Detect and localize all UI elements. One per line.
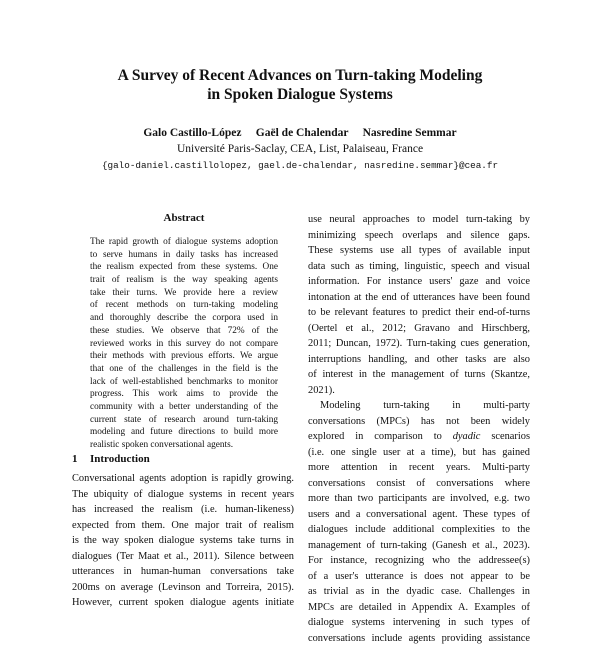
body-line: For instance, recognizing who the addressee(s) [308,553,530,569]
body-line: dialogue systems intervening in such types of [308,615,530,631]
body-line: 2021). [308,383,530,399]
abstract-line: current state of research around turn-taking [90,414,278,427]
body-line: The ubiquity of dialogue systems in recent years [72,487,294,503]
body-line: conversations consist of conversations where [308,476,530,492]
body-line: of interest in the management of turns (Skantze, [308,367,530,383]
abstract-line: reviewed works in this survey do not compare [90,338,278,351]
body-line: dialogues (Ter Maat et al., 2011). Silence between [72,549,294,565]
body-line: (Oertel et al., 2012; Gravano and Hirschberg, [308,321,530,337]
body-line: dialogues include additional complexities to the [308,522,530,538]
abstract-line: to serve humans in daily tasks has increased [90,249,278,262]
abstract-line: and thoroughly describe the corpora used in [90,312,278,325]
body-line: interruptions handling, and other tasks are also [308,352,530,368]
body-line: has increased the realism (i.e. human-likeness) [72,502,294,518]
abstract-heading: Abstract [90,211,278,225]
body-line [308,429,530,445]
abstract-body [90,236,278,452]
abstract-line: take their turns. We provide here a review [90,287,278,300]
abstract-line: modeling and future directions to build more [90,426,278,439]
body-line: information. For instance users' gaze and voice [308,274,530,290]
body-line: conversations (MPCs) has not been widely [308,414,530,430]
body-line: minimizing speech overlaps and silence gaps. [308,228,530,244]
body-line: of a user's utterance is does not appear to be [308,569,530,585]
body-line: data such as timing, linguistic, speech and visual [308,259,530,275]
body-line: (i.e. one single user at a time), but has gained [308,445,530,461]
body-line: use neural approaches to model turn-taking by [308,212,530,228]
body-text: scenarios [480,431,530,442]
section-heading-introduction [72,452,302,466]
author-emails: {galo-daniel.castillolopez, gael.de-chalendar, nasredine.semmar}@cea.fr [0,158,600,173]
body-line: 2011; Duncan, 1972). Turn-taking cues generation, [308,336,530,352]
body-line: management of turn-taking (Ganesh et al., 2023). [308,538,530,554]
author-affiliation: Université Paris-Saclay, CEA, List, Palaiseau, France [0,142,600,157]
abstract-line: The rapid growth of dialogue systems adoption [90,236,278,249]
abstract-line: community with a better understanding of the [90,401,278,414]
paper-title-line-1: A Survey of Recent Advances on Turn-taking Modeling [0,66,600,85]
paper-title-line-2: in Spoken Dialogue Systems [0,85,600,104]
right-column-body [308,212,530,646]
body-line: These systems use all types of available input [308,243,530,259]
abstract-line: trait of realism is the way speaking agents [90,274,278,287]
body-line: Modeling turn-taking in multi-party [308,398,530,414]
abstract-line: the realism expected from these systems. One [90,261,278,274]
abstract-line: of recent methods on turn-taking modeling [90,299,278,312]
section-number: 1 [72,452,90,466]
abstract-line: progress. This work aims to provide the [90,388,278,401]
abstract-line: their methods with previous efforts. We argue [90,350,278,363]
body-line: 200ms on average (Levinson and Torreira, 2015). [72,580,294,596]
body-line: more attention in recent years. Multi-party [308,460,530,476]
body-line: more than two participants are involved, e.g. two [308,491,530,507]
body-line: is the way spoken dialogue systems take turns in [72,533,294,549]
introduction-body [72,471,294,611]
abstract-line: that one of the challenges in the field is the [90,363,278,376]
abstract-line: realistic spoken conversational agents. [90,439,278,452]
body-line: users and a conversational agent. These types of [308,507,530,523]
author-names: Galo Castillo-López Gaël de Chalendar Nasredine Semmar [0,126,600,141]
body-line: Conversational agents adoption is rapidly growing. [72,471,294,487]
body-line: utterances in human-human conversations take [72,564,294,580]
abstract-line: these studies. We observe that 72% of the [90,325,278,338]
abstract-line: lack of well-established benchmarks to monitor [90,376,278,389]
body-line: intonation at the end of utterances have been found [308,290,530,306]
body-line: expected from them. One major trait of realism [72,518,294,534]
body-line: to be relevant features to predict their end-of-turns [308,305,530,321]
body-line: conversations include agents providing assistance [308,631,530,646]
paper-title [0,66,600,104]
body-line: However, current spoken dialogue agents initiate [72,595,294,611]
body-line: MPCs are detailed in Appendix A. Examples of [308,600,530,616]
section-title: Introduction [90,453,150,465]
body-text: explored in comparison to [308,431,453,442]
emphasized-term: dyadic [453,431,481,442]
body-line: as trivial as in the dyadic case. Challenges in [308,584,530,600]
